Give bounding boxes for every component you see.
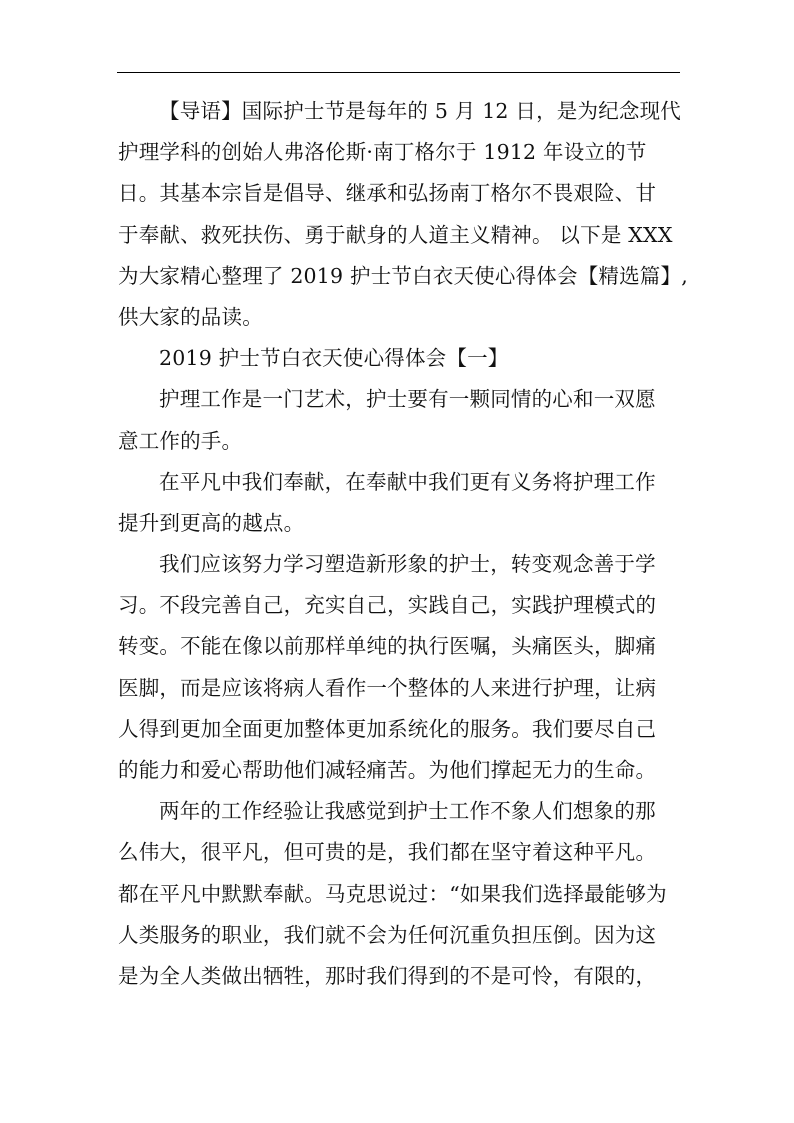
document-body	[118, 91, 688, 997]
paragraph-4-line-1: 两年的工作经验让我感觉到护士工作不象人们想象的那	[159, 799, 656, 824]
section-title: 2019 护士节白衣天使心得体会【一】	[159, 346, 509, 371]
intro-line-3: 日。其基本宗旨是倡导、继承和弘扬南丁格尔不畏艰险、甘	[118, 181, 657, 206]
intro-line-2: 护理学科的创始人弗洛伦斯·南丁格尔于 1912 年设立的节	[118, 140, 647, 165]
intro-line-1: 【导语】国际护士节是每年的 5 月 12 日，是为纪念现代	[159, 99, 681, 123]
intro-line-5: 为大家精心整理了 2019 护士节白衣天使心得体会【精选篇】,	[118, 263, 688, 288]
header-rule	[117, 72, 680, 73]
paragraph-3-line-2: 习。不段完善自己，充实自己，实践自己，实践护理模式的	[118, 593, 657, 618]
intro-line-4: 于奉献、救死扶伤、勇于献身的人道主义精神。 以下是 XXX	[118, 222, 673, 247]
intro-line-6: 供大家的品读。	[118, 304, 263, 329]
paragraph-2-line-2: 提升到更高的越点。	[118, 510, 305, 535]
paragraph-4-line-5: 是为全人类做出牺牲，那时我们得到的不是可怜，有限的，	[118, 963, 657, 988]
paragraph-2-line-1: 在平凡中我们奉献，在奉献中我们更有义务将护理工作	[159, 469, 656, 494]
paragraph-1-line-1: 护理工作是一门艺术，护士要有一颗同情的心和一双愿	[159, 387, 656, 412]
paragraph-3-line-4: 医脚，而是应该将病人看作一个整体的人来进行护理，让病	[118, 675, 657, 700]
paragraph-3-line-5: 人得到更加全面更加整体更加系统化的服务。我们要尽自己	[118, 716, 657, 741]
paragraph-3-line-1: 我们应该努力学习塑造新形象的护士，转变观念善于学	[159, 552, 656, 577]
paragraph-1-line-2: 意工作的手。	[118, 428, 243, 453]
paragraph-4-line-2: 么伟大，很平凡，但可贵的是，我们都在坚守着这种平凡。	[118, 840, 657, 865]
paragraph-3-line-6: 的能力和爱心帮助他们减轻痛苦。为他们撑起无力的生命。	[118, 758, 657, 782]
paragraph-3-line-3: 转变。不能在像以前那样单纯的执行医嘱，头痛医头，脚痛	[118, 634, 657, 659]
paragraph-4-line-3: 都在平凡中默默奉献。马克思说过：“如果我们选择最能够为	[118, 881, 667, 906]
paragraph-4-line-4: 人类服务的职业，我们就不会为任何沉重负担压倒。因为这	[118, 922, 657, 947]
